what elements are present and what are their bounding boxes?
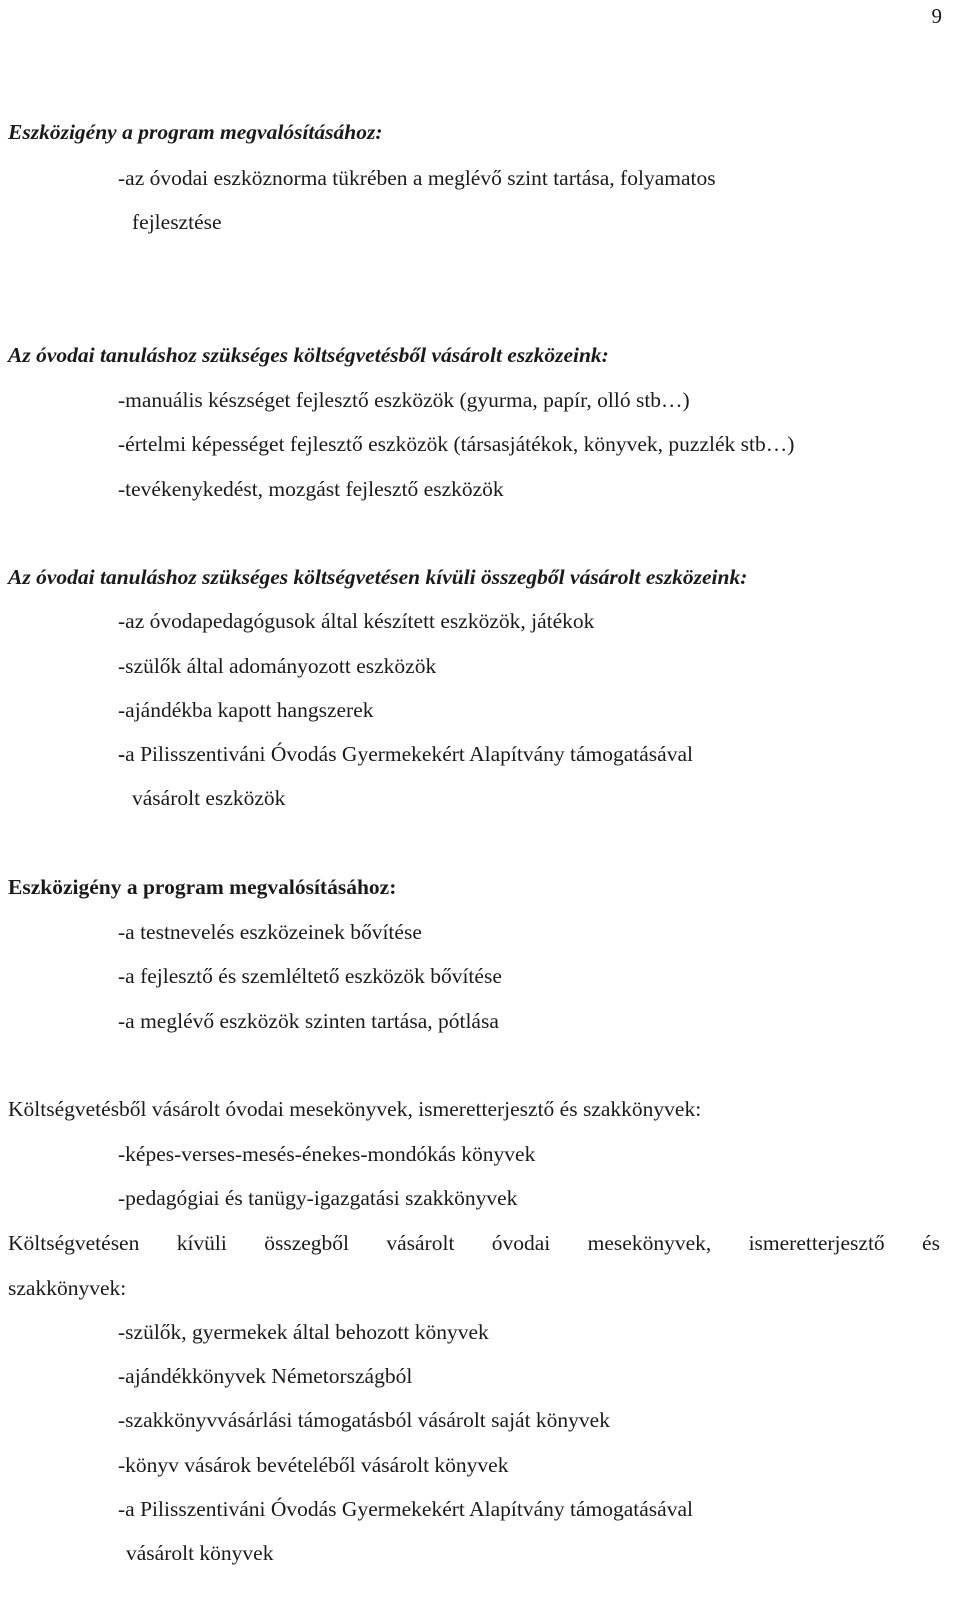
heading-word: óvodai [491, 1231, 551, 1255]
list-item: -manuális készséget fejlesztő eszközök (gyurma, papír, olló stb…) [118, 388, 690, 412]
list-item: -a testnevelés eszközeinek bővítése [118, 920, 422, 944]
heading-word: és [922, 1231, 940, 1255]
list-item: -tevékenykedést, mozgást fejlesztő eszközök [118, 477, 504, 501]
section-heading-justified [8, 1233, 940, 1255]
list-item [118, 744, 693, 766]
section-heading-continuation: szakkönyvek: [8, 1276, 127, 1300]
list-item: -szakkönyvvásárlási támogatásból vásárolt saját könyvek [118, 1408, 610, 1432]
heading-word: vásárolt [386, 1231, 455, 1255]
list-item: -szülők által adományozott eszközök [118, 654, 437, 678]
list-dash: - [118, 742, 126, 766]
list-item: -a meglévő eszközök szinten tartása, pótlása [118, 1009, 499, 1033]
list-item: -az óvodai eszköznorma tükrében a meglévő szint tartása, folyamatos [118, 166, 716, 190]
section-heading: Költségvetésből vásárolt óvodai mesekönyvek, ismeretterjesztő és szakkönyvek: [8, 1097, 702, 1121]
list-item: -ajándékkönyvek Németországból [118, 1364, 413, 1388]
list-item-continuation: vásárolt eszközök [132, 786, 286, 810]
list-item-continuation: vásárolt könyvek [126, 1541, 274, 1565]
section-heading: Eszközigény a program megvalósításához: [8, 875, 397, 899]
heading-word: mesekönyvek, [587, 1231, 712, 1255]
list-item: -az óvodapedagógusok által készített eszközök, játékok [118, 609, 595, 633]
list-item: -a fejlesztő és szemléltető eszközök bővítése [118, 964, 502, 988]
list-item-continuation: fejlesztése [132, 210, 222, 234]
heading-word: kívüli [176, 1231, 227, 1255]
heading-word: Költségvetésen [8, 1231, 140, 1255]
list-item: -a Pilisszentiváni Óvodás Gyermekekért Alapítvány támogatásával [118, 1497, 693, 1521]
list-item: -szülők, gyermekek által behozott könyvek [118, 1320, 489, 1344]
page-number: 9 [931, 4, 942, 28]
list-item: -könyv vásárok bevételéből vásárolt könyvek [118, 1453, 509, 1477]
list-item: -pedagógiai és tanügy-igazgatási szakkönyvek [118, 1186, 518, 1210]
list-item: -értelmi képességet fejlesztő eszközök (társasjátékok, könyvek, puzzlék stb…) [118, 432, 795, 456]
heading-word: összegből [264, 1231, 350, 1255]
list-item: -ajándékba kapott hangszerek [118, 698, 374, 722]
list-item-text: a Pilisszentiváni Óvodás Gyermekekért Alapítvány támogatásával [125, 742, 693, 766]
heading-word: ismeretterjesztő [748, 1231, 885, 1255]
section-heading: Az óvodai tanuláshoz szükséges költségvetésen kívüli összegből vásárolt eszközeink: [8, 565, 748, 589]
list-item: -képes-verses-mesés-énekes-mondókás könyvek [118, 1142, 536, 1166]
section-heading: Eszközigény a program megvalósításához: [8, 120, 383, 144]
section-heading: Az óvodai tanuláshoz szükséges költségvetésből vásárolt eszközeink: [8, 343, 609, 367]
